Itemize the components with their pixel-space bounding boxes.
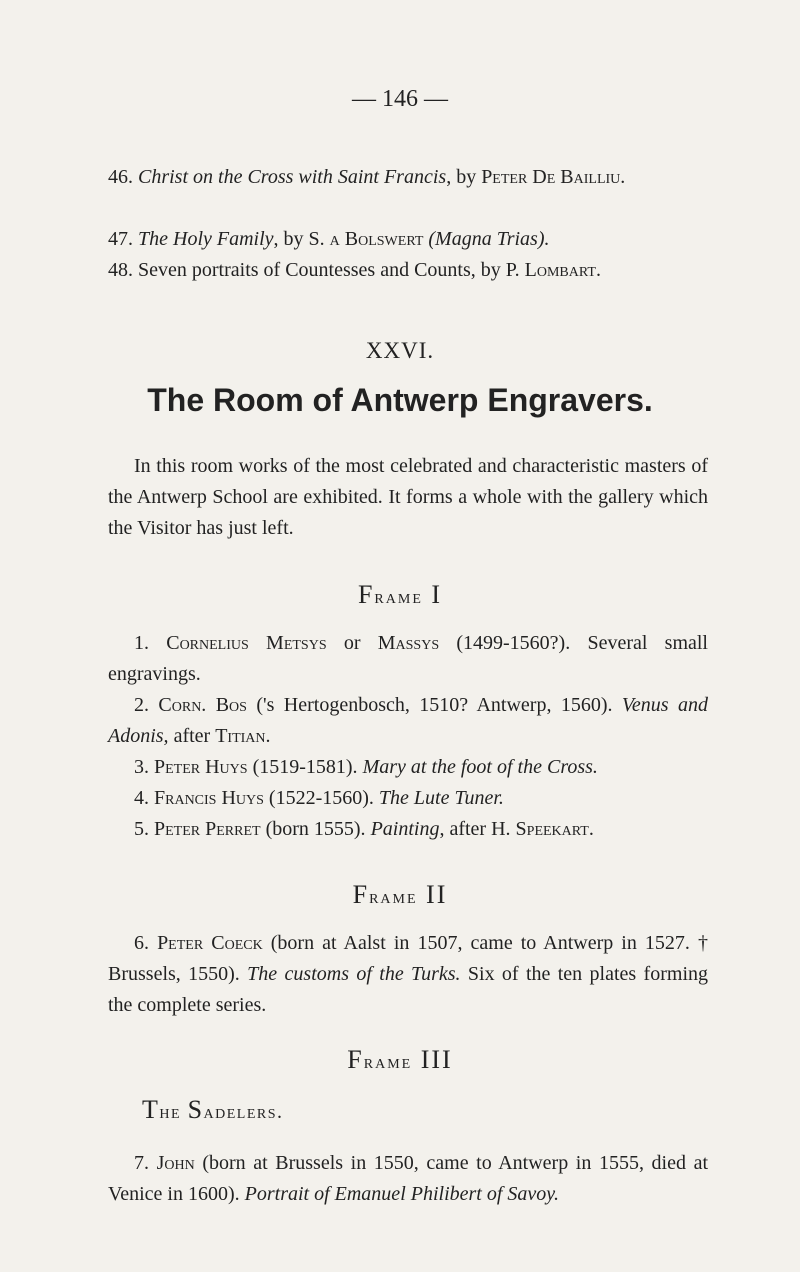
entry-end: . — [265, 725, 271, 747]
entry-text: Seven portraits of Countesses and Counts, by — [138, 259, 506, 281]
frame-2-heading — [0, 880, 800, 910]
entry-separator: , by — [273, 228, 309, 250]
entry-number: 2. — [134, 694, 149, 716]
entry-text: ('s Hertogenbosch, 1510? Antwerp, 1560). — [246, 694, 622, 716]
entry-artist: Peter Coeck — [157, 932, 263, 954]
entry-artist: Peter Perret — [154, 818, 261, 840]
frame-label-rest: rame — [363, 1051, 413, 1073]
heading-initial: S — [187, 1095, 204, 1124]
frame-label-rest: rame — [369, 886, 418, 908]
entry-47 — [108, 224, 708, 255]
entry-artist: Peter De Bailliu — [481, 166, 621, 188]
entry-separator: , by — [446, 166, 482, 188]
sadelers-heading — [142, 1095, 284, 1125]
entry-artist: S. a Bolswert — [308, 228, 424, 250]
entry-46 — [108, 162, 708, 193]
entry-text: Six of the ten plates forming the complete series. — [108, 963, 708, 1016]
entry-text: (1522-1560). — [263, 787, 379, 809]
entry-text: (born 1555). — [260, 818, 371, 840]
entry-artist: P. Lombart — [505, 259, 596, 281]
frame-number: II — [426, 880, 448, 909]
entry-number: 6. — [134, 932, 149, 954]
entry-artist: Massys — [377, 632, 440, 654]
entry-text: or — [326, 632, 378, 654]
entry-number: 48. — [108, 259, 133, 281]
entry-2 — [108, 690, 708, 752]
frame-1-heading — [0, 580, 800, 610]
entry-end: . — [595, 259, 601, 281]
entry-1 — [108, 628, 708, 690]
entry-title: Venus and Adonis, — [108, 694, 708, 747]
frame-number: I — [431, 580, 443, 609]
entry-title: Portrait of Emanuel Philibert of Savoy. — [244, 1183, 560, 1205]
entry-artist: Peter Huys — [154, 756, 248, 778]
entry-text: , after H. — [439, 818, 516, 840]
entry-7 — [108, 1148, 708, 1210]
frame-label-initial: F — [347, 1045, 364, 1074]
entry-text: after — [168, 725, 216, 747]
entry-artist: Cornelius Metsys — [166, 632, 327, 654]
entry-artist: Francis Huys — [154, 787, 264, 809]
entry-number: 5. — [134, 818, 149, 840]
entry-end: . — [620, 166, 626, 188]
frame-label-initial: F — [357, 580, 375, 609]
entry-title: The Lute Tuner. — [378, 787, 504, 809]
frame-label-initial: F — [352, 880, 370, 909]
entry-6 — [108, 928, 708, 1021]
entry-extra: (Magna Trias). — [428, 228, 550, 250]
entry-title: Christ on the Cross with Saint Francis — [138, 166, 447, 188]
heading-rest: adelers. — [203, 1101, 284, 1123]
entry-artist: John — [156, 1152, 195, 1174]
entry-title: Mary at the foot of the Cross. — [362, 756, 598, 778]
entry-text: (born at Brussels in 1550, came to Antwerp in 1555, died at Venice in 1600). — [108, 1152, 709, 1205]
entry-5 — [108, 814, 708, 845]
entry-text: (1499-1560?). Several small engravings. — [108, 632, 708, 685]
entry-title: The Holy Family — [138, 228, 274, 250]
section-title: The Room of Antwerp Engravers. — [147, 382, 653, 418]
heading-initial: T — [142, 1095, 160, 1124]
entry-number: 1. — [134, 632, 149, 654]
entry-artist: Titian — [215, 725, 266, 747]
entry-number: 4. — [134, 787, 149, 809]
heading-rest: he — [159, 1101, 188, 1123]
frame-number: III — [420, 1045, 453, 1074]
entry-artist: Speekart — [515, 818, 589, 840]
entry-artist: Corn. Bos — [158, 694, 247, 716]
entry-title: The customs of the Turks. — [247, 963, 461, 985]
intro-paragraph: In this room works of the most celebrated and characteristic masters of the Antwerp School are exhibited. It forms a whole with the gallery which the Visitor has just left. — [108, 455, 708, 539]
entry-3 — [108, 752, 708, 783]
entry-4 — [108, 783, 708, 814]
entry-number: 46. — [108, 166, 133, 188]
entry-end: . — [588, 818, 594, 840]
frame-3-heading — [0, 1045, 800, 1075]
entry-48 — [108, 255, 708, 286]
entry-number: 3. — [134, 756, 149, 778]
section-number: XXVI. — [365, 338, 435, 363]
page-number: — 146 — — [352, 86, 448, 112]
entry-title: Painting — [370, 818, 440, 840]
entry-text: (born at Aalst in 1507, came to Antwerp in 1527. † Brussels, 1550). — [108, 932, 708, 985]
entry-text: (1519-1581). — [247, 756, 363, 778]
frame-label-rest: rame — [374, 586, 423, 608]
entry-number: 47. — [108, 228, 133, 250]
entry-number: 7. — [134, 1152, 149, 1174]
